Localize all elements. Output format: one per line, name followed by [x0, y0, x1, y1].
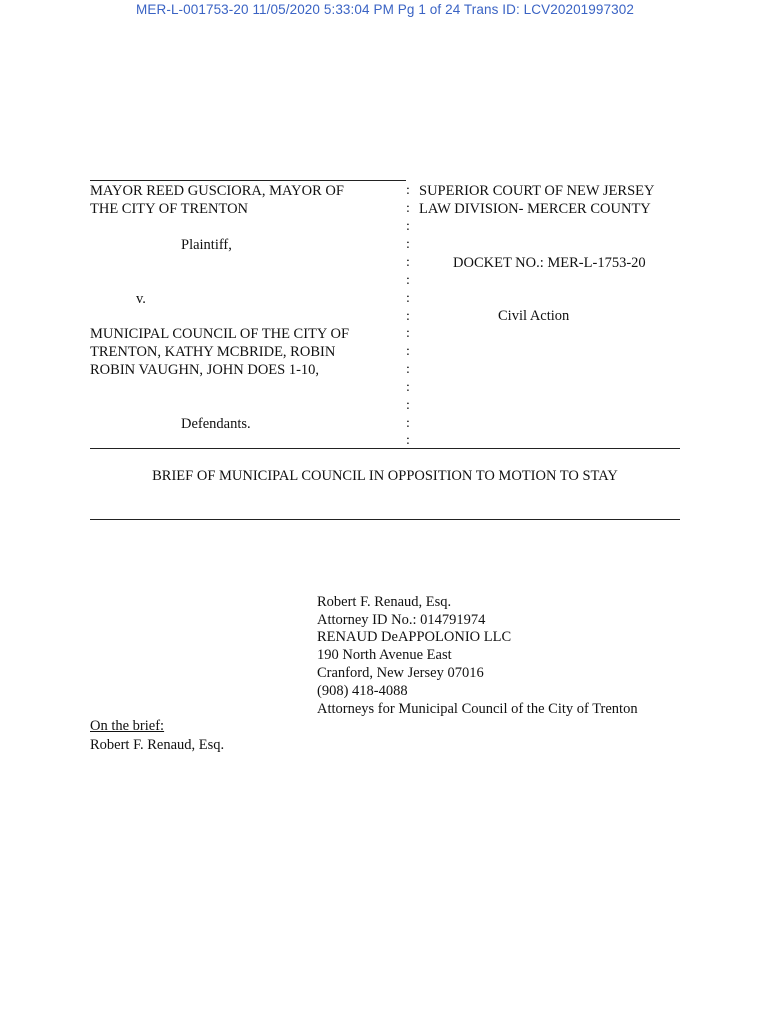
caption-colon: :	[406, 309, 410, 324]
counsel-street: 190 North Avenue East	[317, 647, 452, 663]
caption-colon: :	[406, 273, 410, 288]
caption-colon: :	[406, 183, 410, 198]
versus: v.	[136, 291, 146, 307]
caption-colon: :	[406, 344, 410, 359]
court-name-line1: SUPERIOR COURT OF NEW JERSEY	[419, 183, 655, 199]
counsel-city: Cranford, New Jersey 07016	[317, 665, 484, 681]
caption-colon: :	[406, 326, 410, 341]
caption-colon: :	[406, 219, 410, 234]
title-bottom-rule	[90, 519, 680, 520]
defendant-name-line3: ROBIN VAUGHN, JOHN DOES 1-10,	[90, 362, 320, 378]
caption-colon: :	[406, 255, 410, 270]
plaintiff-label: Plaintiff,	[181, 237, 232, 253]
civil-action: Civil Action	[498, 308, 570, 324]
defendant-name-line2: TRENTON, KATHY MCBRIDE, ROBIN	[90, 344, 336, 360]
docket-number: DOCKET NO.: MER-L-1753-20	[453, 255, 646, 271]
caption-colon: :	[406, 416, 410, 431]
counsel-attorney-id: Attorney ID No.: 014791974	[317, 612, 486, 628]
plaintiff-name-line1: MAYOR REED GUSCIORA, MAYOR OF	[90, 183, 344, 199]
counsel-role: Attorneys for Municipal Council of the City of Trenton	[317, 701, 638, 717]
caption-colon: :	[406, 433, 410, 448]
brief-title: BRIEF OF MUNICIPAL COUNCIL IN OPPOSITION TO MOTION TO STAY	[152, 468, 618, 484]
caption-top-rule	[90, 180, 406, 181]
filing-stamp: MER-L-001753-20 11/05/2020 5:33:04 PM Pg 1 of 24 Trans ID: LCV20201997302	[136, 2, 634, 17]
defendant-label: Defendants.	[181, 416, 251, 432]
counsel-phone: (908) 418-4088	[317, 683, 408, 699]
caption-colon: :	[406, 201, 410, 216]
on-brief-label: On the brief:	[90, 718, 165, 734]
on-brief-name: Robert F. Renaud, Esq.	[90, 737, 225, 753]
caption-colon: :	[406, 398, 410, 413]
caption-bottom-rule	[90, 448, 680, 449]
plaintiff-name-line2: THE CITY OF TRENTON	[90, 201, 249, 217]
caption-colon: :	[406, 362, 410, 377]
counsel-name: Robert F. Renaud, Esq.	[317, 594, 452, 610]
defendant-name-line1: MUNICIPAL COUNCIL OF THE CITY OF	[90, 326, 350, 342]
caption-colon: :	[406, 237, 410, 252]
counsel-firm: RENAUD DeAPPOLONIO LLC	[317, 629, 512, 645]
caption-colon: :	[406, 380, 410, 395]
court-name-line2: LAW DIVISION- MERCER COUNTY	[419, 201, 651, 217]
caption-colon: :	[406, 291, 410, 306]
